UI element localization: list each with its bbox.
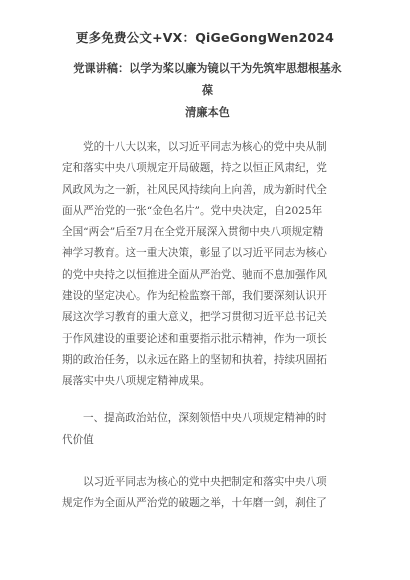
paragraph-2 — [62, 472, 352, 515]
section-heading-line-1: 一、提高政治站位，深刻领悟中央八项规定精神的时 — [83, 412, 327, 424]
paragraph-line: 规定作为全面从严治党的破题之举，十年磨一剑，刹住了 — [62, 497, 327, 510]
paragraph-line: 面从严治党的一张“金色名片”。党中央决定，自2025年 — [62, 204, 323, 217]
paragraph-line: 展落实中央八项规定精神成果。 — [62, 375, 211, 388]
paragraph-line: 风政风为之一新，社风民风持续向上向善，成为新时代全 — [62, 183, 327, 196]
paragraph-1 — [62, 137, 352, 393]
paragraph-line: 期的政治任务，以永远在路上的坚韧和执着，持续巩固拓 — [62, 353, 327, 366]
title-line-1: 党课讲稿：以学为桨以廉为镜以干为先筑牢思想根基永葆 — [73, 62, 342, 97]
section-heading-line-2: 代价值 — [62, 433, 94, 446]
title-line-2: 清廉本色 — [185, 106, 230, 119]
paragraph-line: 的党中央持之以恒推进全面从严治党、驰而不息加强作风 — [62, 268, 327, 281]
paragraph-line: 建设的坚定决心。作为纪检监察干部，我们要深刻认识开 — [62, 290, 327, 303]
section-heading — [62, 408, 352, 451]
paragraph-line: 展这次学习教育的重大意义，把学习贯彻习近平总书记关 — [62, 311, 327, 324]
paragraph-line: 党的十八大以来，以习近平同志为核心的党中央从制 — [83, 141, 327, 153]
paragraph-line: 于作风建设的重要论述和重要指示批示精神，作为一项长 — [62, 332, 327, 345]
paragraph-line: 以习近平同志为核心的党中央把制定和落实中央八项 — [83, 476, 327, 488]
paragraph-line: 定和落实中央八项规定开局破题，持之以恒正风肃纪，党 — [62, 162, 327, 175]
document-title — [70, 58, 345, 124]
paragraph-line: 全国“两会”后至7月在全党开展深入贯彻中央八项规定精 — [62, 226, 324, 239]
paragraph-line: 神学习教育。这一重大决策，彰显了以习近平同志为核心 — [62, 247, 327, 260]
page-header: 更多免费公文+VX：QiGeGongWen2024 — [75, 30, 335, 45]
